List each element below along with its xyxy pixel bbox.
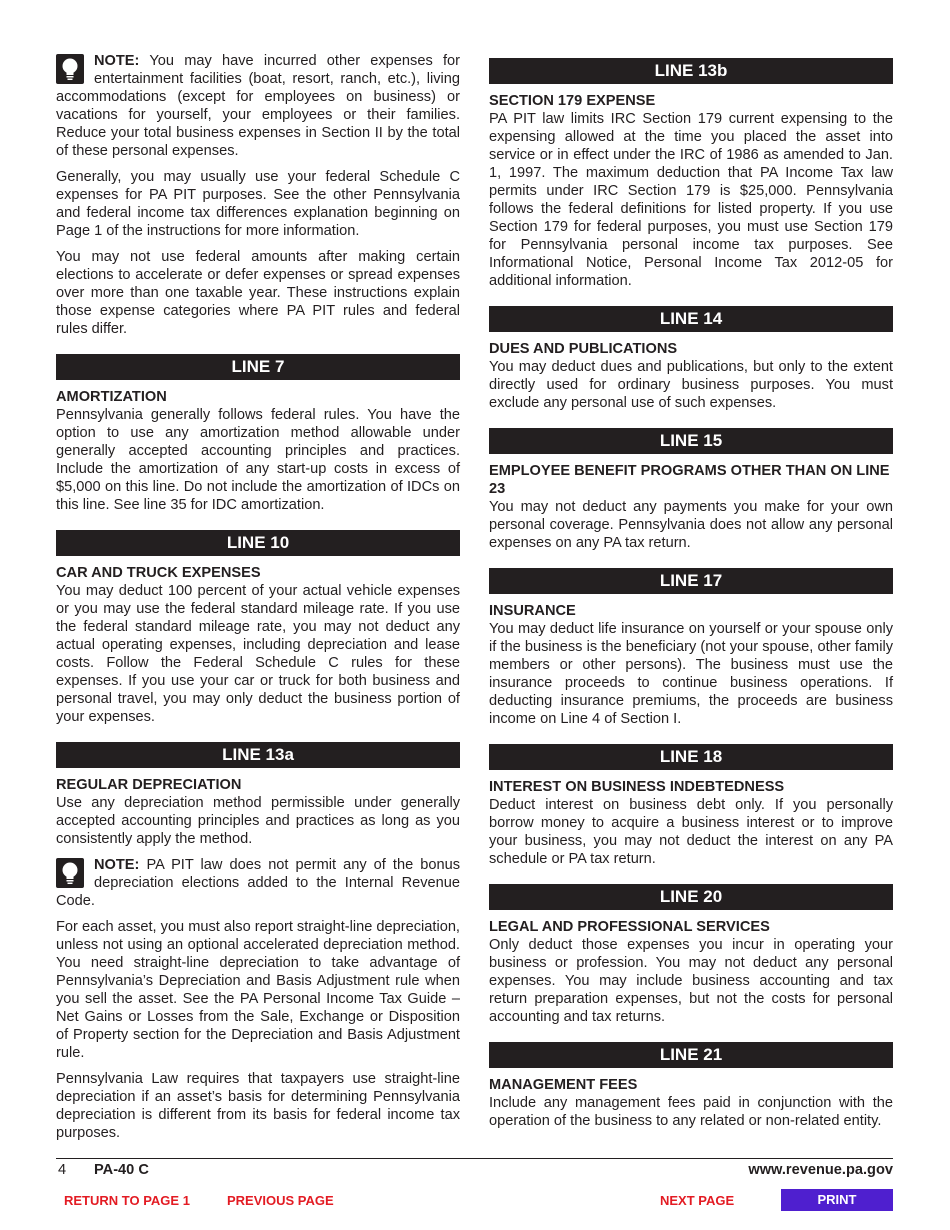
- paragraph-straight-line: For each asset, you must also report straight-line depreciation, unless not using an optional accelerated depreciation method. You need straight-line depreciation to take advantage of Pennsylvania’s Depreciation and Basis Adjustment rule when you sell the asset. See the PA Personal Income Tax Guide – Net Gains or Losses from the Sale, Exchange or Disposition of Property section for the Depreciation and Basis Adjustment rule.: [56, 919, 460, 1061]
- right-column: [489, 58, 893, 1138]
- section-bar-line-7: LINE 7: [56, 354, 460, 380]
- paragraph-federal-amounts: You may not use federal amounts after making certain elections to accelerate or defer expenses or spread expenses over more than one taxable year. These instructions explain those expense categories where PA PIT rules and federal rules differ.: [56, 249, 460, 337]
- footer-divider: [56, 1158, 893, 1159]
- note-text: PA PIT law does not permit any of the bonus depreciation elections added to the Internal Revenue Code.: [56, 857, 460, 909]
- section-bar-line-13a: LINE 13a: [56, 742, 460, 768]
- note-bonus-depreciation: [56, 856, 460, 910]
- text-management-fees: Include any management fees paid in conjunction with the operation of the business to any related or non-related entity.: [489, 1095, 893, 1129]
- section-bar-line-21: LINE 21: [489, 1042, 893, 1068]
- note-text: You may have incurred other expenses for entertainment facilities (boat, resort, ranch, etc.), living accommodations (except for employees on business) or vacations for yourself, your employees or their families. Reduce your total business expenses in Section II by the total of these personal expenses.: [56, 53, 460, 159]
- text-dues-publications: You may deduct dues and publications, but only to the extent directly used for ordinary business purposes. You must exclude any personal use of such expenses.: [489, 359, 893, 411]
- note-entertainment: [56, 52, 460, 160]
- section-bar-line-17: LINE 17: [489, 568, 893, 594]
- left-column: [56, 52, 460, 1150]
- heading-section-179: SECTION 179 EXPENSE: [489, 93, 656, 109]
- heading-interest: INTEREST ON BUSINESS INDEBTEDNESS: [489, 779, 785, 795]
- text-insurance: You may deduct life insurance on yourself or your spouse only if the business is the beneficiary (not your spouse, other family members or other persons). The business must use the insurance proceeds to continue business operations. If deducting insurance premiums, the proceeds are business income on Line 4 of Section I.: [489, 621, 893, 727]
- text-regular-depreciation: Use any depreciation method permissible under generally accepted accounting principles and practices as long as you consistently apply the method.: [56, 795, 460, 847]
- text-employee-benefit: You may not deduct any payments you make for your own personal coverage. Pennsylvania does not allow any personal expenses on any PA tax return.: [489, 499, 893, 551]
- print-button[interactable]: PRINT: [781, 1189, 893, 1211]
- heading-regular-depreciation: REGULAR DEPRECIATION: [56, 777, 242, 793]
- return-to-page-1-link[interactable]: RETURN TO PAGE 1: [64, 1193, 190, 1208]
- heading-amortization: AMORTIZATION: [56, 389, 167, 405]
- next-page-link[interactable]: NEXT PAGE: [660, 1193, 735, 1208]
- heading-legal-professional: LEGAL AND PROFESSIONAL SERVICES: [489, 919, 770, 935]
- note-label: NOTE:: [94, 857, 140, 873]
- section-bar-line-10: LINE 10: [56, 530, 460, 556]
- form-name: PA-40 C: [94, 1162, 149, 1178]
- heading-dues-publications: DUES AND PUBLICATIONS: [489, 341, 678, 357]
- text-interest: Deduct interest on business debt only. If you personally borrow money to acquire a business interest or to improve your business, you may not deduct the interest on any PA schedule or PA tax return.: [489, 797, 893, 867]
- text-section-179: PA PIT law limits IRC Section 179 current expensing to the expensing allowed at the time you placed the asset into service or in effect under the IRC of 1986 as amended to Jan. 1, 1997. The maximum deduction that PA Income Tax law permits under IRC Section 179 is $25,000. Pennsylvania follows the federal definitions for listed property. If you use Section 179 for federal purposes, you must use Section 179 for Pennsylvania personal income tax purposes. See Informational Notice, Personal Income Tax 2012-05 for additional information.: [489, 111, 893, 289]
- text-amortization: Pennsylvania generally follows federal rules. You have the option to use any amortization method allowable under generally accepted accounting principles and practices. Include the amortization of any start-up costs in excess of $5,000 on this line. Do not include the amortization of IDCs on this line. See line 35 for IDC amortization.: [56, 407, 460, 513]
- text-legal-professional: Only deduct those expenses you incur in operating your business or profession. You may not deduct any personal expenses. You may include business accounting and tax return preparation expenses, but not the costs for personal accounting and tax returns.: [489, 937, 893, 1025]
- text-car-truck: You may deduct 100 percent of your actual vehicle expenses or you may use the federal standard mileage rate. If you use the federal standard mileage rate, you may not deduct any actual operating expenses, including depreciation and lease costs. Follow the Federal Schedule C rules for these expenses. If you use your car or truck for both business and personal travel, you may only deduct the business portion of your expenses.: [56, 583, 460, 725]
- website-url: www.revenue.pa.gov: [748, 1162, 893, 1178]
- section-bar-line-18: LINE 18: [489, 744, 893, 770]
- paragraph-pa-law: Pennsylvania Law requires that taxpayers use straight-line depreciation if an asset’s basis for determining Pennsylvania depreciation is different from its basis for federal income tax purposes.: [56, 1071, 460, 1141]
- section-bar-line-15: LINE 15: [489, 428, 893, 454]
- lightbulb-icon: [56, 858, 84, 888]
- heading-management-fees: MANAGEMENT FEES: [489, 1077, 638, 1093]
- paragraph-schedule-c: Generally, you may usually use your federal Schedule C expenses for PA PIT purposes. See the other Pennsylvania and federal income tax differences explanation beginning on Page 1 of the instructions for more information.: [56, 169, 460, 239]
- previous-page-link[interactable]: PREVIOUS PAGE: [227, 1193, 334, 1208]
- heading-employee-benefit: EMPLOYEE BENEFIT PROGRAMS OTHER THAN ON LINE 23: [489, 463, 890, 497]
- heading-insurance: INSURANCE: [489, 603, 576, 619]
- page-number: 4: [58, 1162, 67, 1178]
- section-bar-line-13b: LINE 13b: [489, 58, 893, 84]
- lightbulb-icon: [56, 54, 84, 84]
- section-bar-line-14: LINE 14: [489, 306, 893, 332]
- note-label: NOTE:: [94, 53, 140, 69]
- heading-car-truck: CAR AND TRUCK EXPENSES: [56, 565, 261, 581]
- section-bar-line-20: LINE 20: [489, 884, 893, 910]
